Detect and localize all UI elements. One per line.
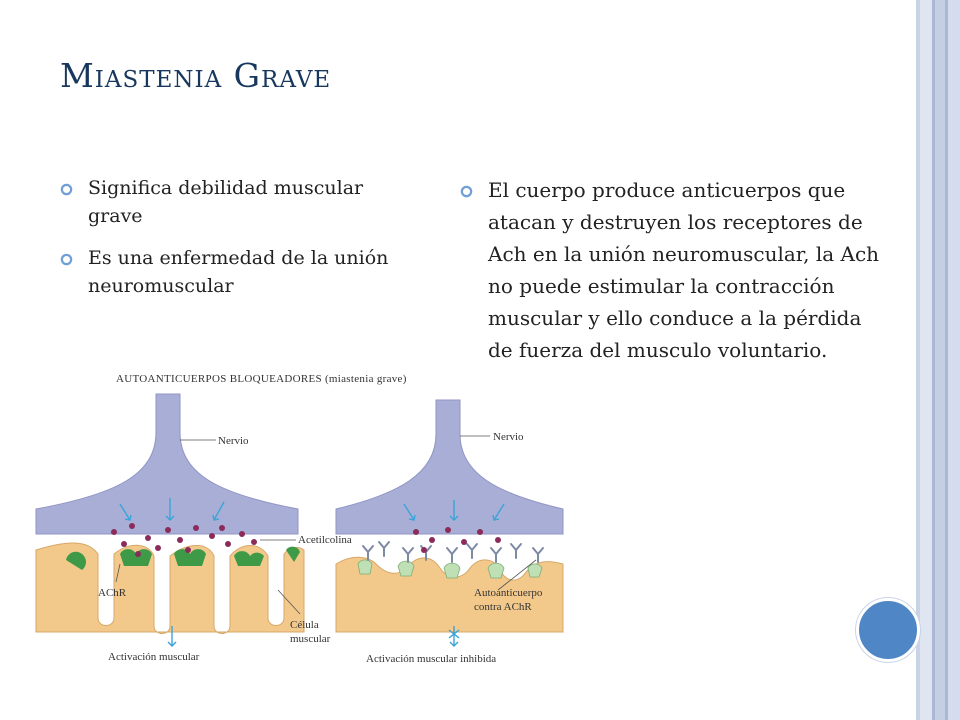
circle-bullet-icon xyxy=(460,185,473,198)
bullet-text: Es una enfermedad de la unión neuromuscular xyxy=(88,247,389,297)
bullet-text: El cuerpo produce anticuerpos que atacan y destruyen los receptores de Ach en la unión neuromuscular, la Ach no puede estimular la contracción muscular y ello conduce a la pérdida de fuerza del musculo voluntario. xyxy=(488,178,880,362)
circle-bullet-icon xyxy=(60,183,73,196)
acetilcolina-label: Acetilcolina xyxy=(298,534,352,546)
figure-heading: AUTOANTICUERPOS BLOQUEADORES (miastenia grave) xyxy=(116,373,407,385)
activacion-inhibida-label: Activación muscular inhibida xyxy=(366,653,497,665)
slide-title: Miastenia Grave xyxy=(60,56,332,95)
right-bullet-list xyxy=(460,174,880,366)
bullet-item xyxy=(460,174,880,366)
autoanticuerpo-label-1: Autoanticuerpo xyxy=(474,587,543,599)
antibodies xyxy=(363,542,543,562)
autoanticuerpo-label-2: contra AChR xyxy=(474,601,532,613)
celula-label-2: muscular xyxy=(290,633,331,645)
decor-stripe xyxy=(948,0,960,720)
nerve-terminal-right xyxy=(336,400,563,534)
activacion-label: Activación muscular xyxy=(108,651,200,663)
circle-bullet-icon xyxy=(60,253,73,266)
bullet-text: Significa debilidad muscular grave xyxy=(88,177,364,227)
bullet-item xyxy=(60,174,410,230)
nervio-label-left: Nervio xyxy=(218,435,249,447)
myasthenia-figure xyxy=(28,364,568,674)
neuromuscular-diagram xyxy=(28,364,568,674)
celula-label-1: Célula xyxy=(290,619,319,631)
decor-circle xyxy=(856,598,920,662)
nerve-terminal-left xyxy=(36,394,298,534)
decor-stripe xyxy=(920,0,932,720)
nervio-label-right: Nervio xyxy=(493,431,524,443)
decor-stripe xyxy=(935,0,945,720)
achr-label: AChR xyxy=(98,587,127,599)
left-bullet-list xyxy=(60,174,410,314)
bullet-item xyxy=(60,244,410,300)
